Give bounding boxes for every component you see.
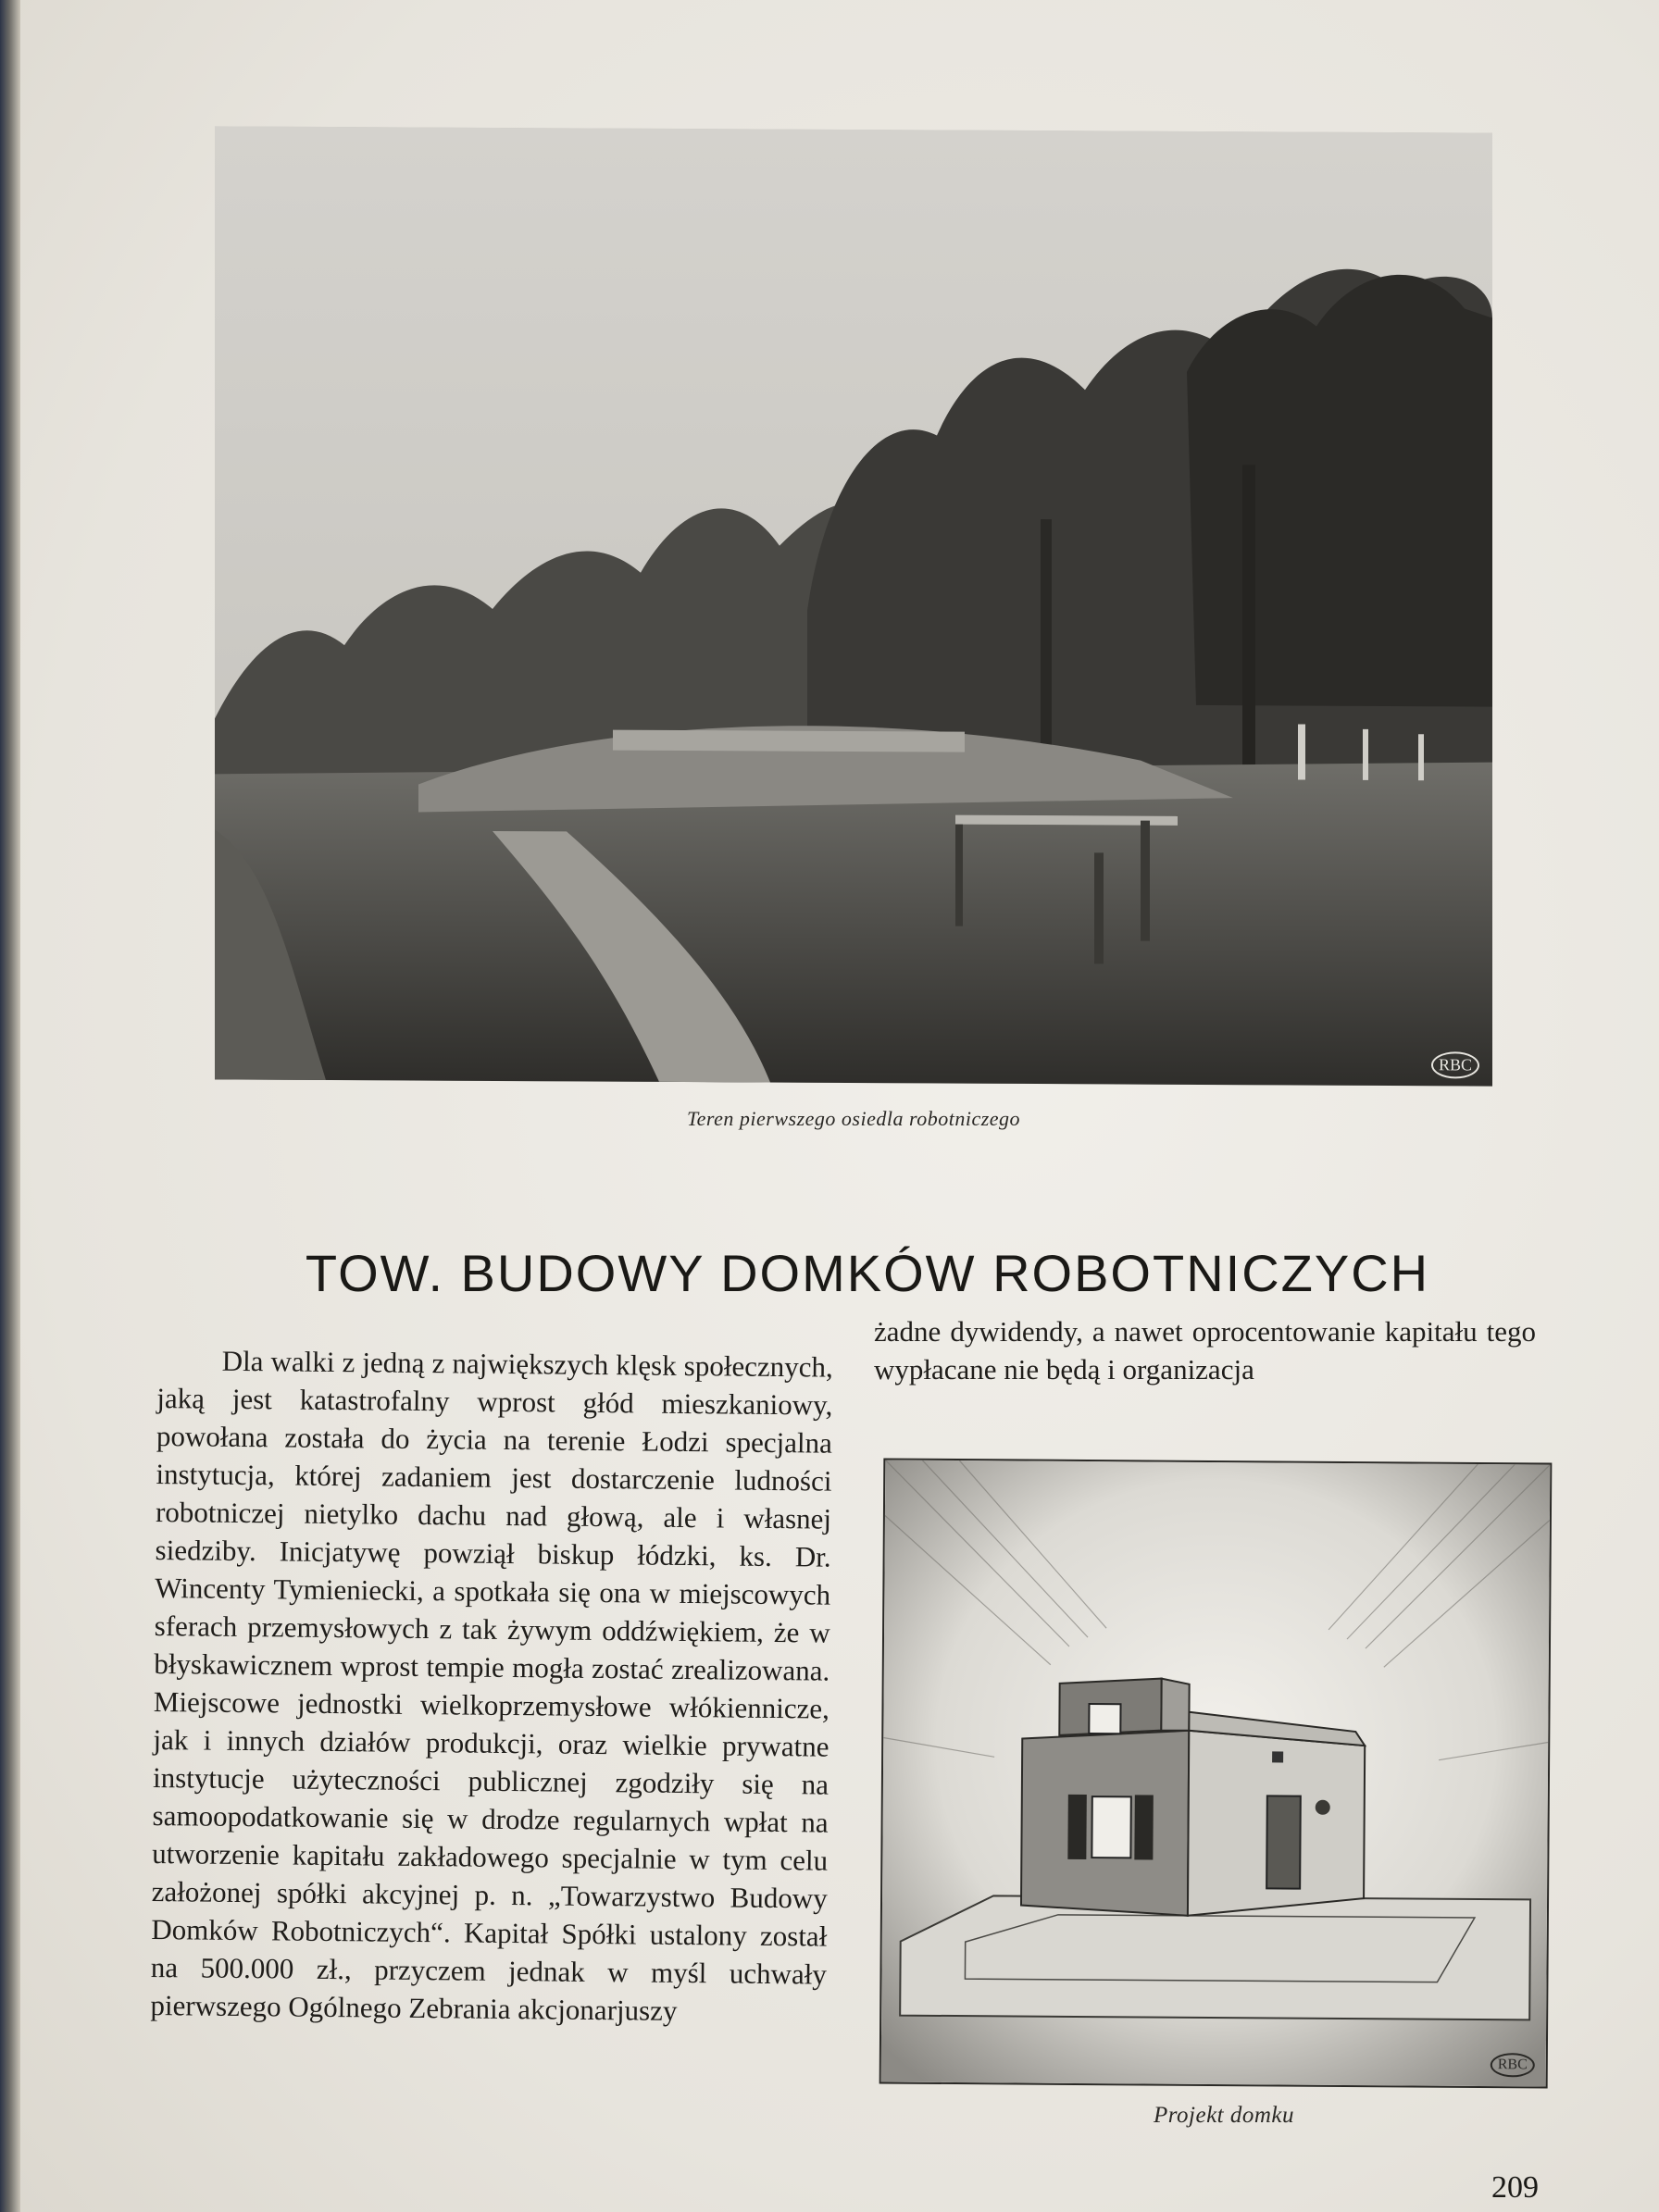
house-drawing-illustration: [881, 1460, 1551, 2087]
page-number: 209: [1491, 2170, 1539, 2205]
photo-monogram: RBC: [1431, 1051, 1479, 1078]
photo-caption: Teren pierwszego osiedla robotniczego: [686, 1107, 1021, 1130]
page-binding: [0, 0, 20, 2212]
drawing-monogram: RBC: [1491, 2053, 1535, 2077]
settlement-photo: [215, 126, 1492, 1086]
drawing-caption: Projekt domku: [1153, 2103, 1295, 2128]
house-drawing: [879, 1458, 1553, 2088]
book-page: [20, 0, 1659, 2212]
settlement-photo-drawing: [215, 126, 1492, 1086]
article-right-column: żadne dywidendy, a nawet oprocentowanie kapitału tego wypłacane nie będą i organizacja: [874, 1315, 1536, 1386]
article-left-column: Dla walki z jedną z największych klęsk społecznych, jaką jest katastrofalny wprost głód mieszkaniowy, powołana została do życia na terenie Łodzi specjalna instytucja, której zadaniem jest dostarczenie ludności robotniczej nietylko dachu nad głową, ale i własnej siedziby. Inicjatywę powziął biskup łódzki, ks. Dr. Wincenty Tymieniecki, a spotkała się ona w miejscowych sferach przemysłowych z tak żywym oddźwiękiem, że w błyskawicznem wprost tempie mogła zostać zrealizowana. Miejscowe jednostki wielkoprzemysłowe włókiennicze, jak i innych działów produkcji, oraz wielkie prywatne instytucje użyteczności publicznej zgodziły się na samoopodatkowanie się w drodze regularnych wpłat na utworzenie kapitału zakładowego specjalnie w tym celu założonej spółki akcyjnej p. n. „Towarzystwo Budowy Domków Robotniczych“. Kapitał Spółki ustalony został na 500.000 zł., przyczem jednak w myśl uchwały pierwszego Ogólnego Zebrania akcjonarjuszy: [150, 1344, 833, 2027]
article-title: TOW. BUDOWY DOMKÓW ROBOTNICZYCH: [305, 1243, 1430, 1302]
